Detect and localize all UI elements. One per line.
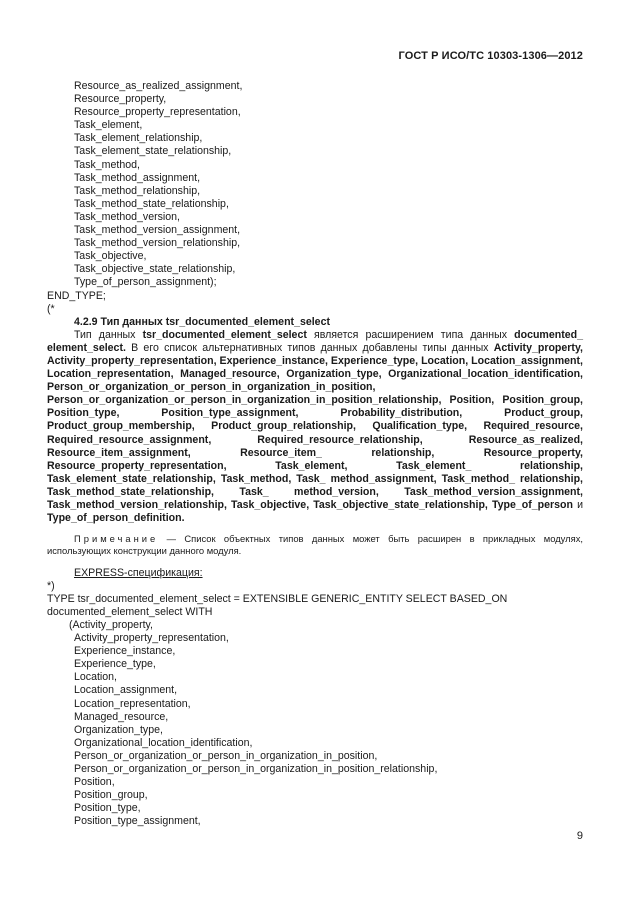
page-content [47, 80, 583, 828]
list-item: Position_type, [74, 802, 141, 815]
list-item: Task_objective, [74, 250, 147, 263]
list-item: Organizational_location_identification, [74, 736, 253, 749]
section-heading: 4.2.9 Тип данных tsr_documented_element_select [74, 315, 330, 328]
type-declaration-line-1: TYPE tsr_documented_element_select = EXTENSIBLE GENERIC_ENTITY SELECT BASED_ON [47, 592, 508, 605]
list-item: Location, [74, 671, 117, 684]
list-item: Task_objective_state_relationship, [74, 263, 236, 276]
list-item: Managed_resource, [74, 710, 169, 723]
end-type-keyword: END_TYPE; [47, 289, 106, 302]
list-item: Location_assignment, [74, 684, 178, 697]
note-paragraph [47, 533, 583, 557]
para-text-2: является расширением типа данных [306, 328, 515, 341]
note-label: Примечание [74, 533, 159, 545]
list-item: Task_method_assignment, [74, 171, 201, 184]
list-item: Position, [74, 776, 115, 789]
list-item: Person_or_organization_or_person_in_organization_in_position_relationship, [74, 762, 438, 775]
express-spec-label: EXPRESS-спецификация: [74, 566, 203, 579]
section-paragraph [47, 329, 583, 525]
para-text-3: В его список альтернативных типов данных добавлены типы данных [125, 341, 494, 354]
list-item: Type_of_person_assignment); [74, 276, 217, 289]
document-header: ГОСТ Р ИСО/ТС 10303-1306—2012 [398, 50, 583, 62]
type-declaration-line-2: documented_element_select WITH [47, 605, 213, 618]
list-item: Location_representation, [74, 697, 191, 710]
page-number: 9 [576, 830, 583, 842]
para-bold-2: documented_ element_select. [47, 328, 583, 354]
list-item: Position_type_assignment, [74, 815, 201, 828]
comment-close: *) [47, 579, 55, 592]
select-list-top [47, 80, 583, 290]
list-item: Task_element, [74, 119, 143, 132]
para-bold-3: Activity_property, Activity_property_representation, Experience_instance, Experience_type, Location, Location_assignment, Location_representation, Managed_resource, Organization_type, Organizational_location_identification, Person_or_organization_or_person_in_organization_in_position, Person_or_organization_or_person_in_organization_in_position_relationship, Position, Position_group, Position_type, Position_type_assignment, Probability_distribution, Product_group, Product_group_membership, Product_group_relationship, Qualification_type, Required_resource, Required_resource_assignment, Required_resource_relationship, Resource_as_realized, Resource_item_assignment, Resource_item_ relationship, Resource_property, Resource_property_representation, Task_element, Task_element_ relationship, Task_element_state_relationship, Task_method, Task_ method_assignment, Task_method_ relationship, Task_method_state_relationship, Task_ method_version, Task_method_version_assignment, Task_method_version_relationship, Task_objective, Task_objective_state_relationship, Type_of_person [47, 341, 583, 511]
list-item: Activity_property_representation, [74, 632, 229, 645]
para-bold-4: Type_of_person_definition. [47, 512, 185, 525]
list-item: Experience_type, [74, 658, 156, 671]
para-text-1: Тип данных [74, 328, 143, 341]
list-item: Task_element_state_relationship, [74, 145, 232, 158]
para-text-4: и [573, 499, 583, 511]
list-item: Task_method, [74, 158, 140, 171]
list-item: Task_element_relationship, [74, 132, 203, 145]
select-list-bottom [47, 632, 583, 828]
list-item: Experience_instance, [74, 645, 176, 658]
list-item: Person_or_organization_or_person_in_organization_in_position, [74, 749, 378, 762]
select-list-first-item: (Activity_property, [69, 618, 153, 631]
list-item: Task_method_version, [74, 210, 180, 223]
list-item: Position_group, [74, 789, 148, 802]
list-item: Task_method_state_relationship, [74, 197, 229, 210]
para-bold-1: tsr_documented_element_select [142, 328, 307, 341]
list-item: Task_method_version_assignment, [74, 224, 241, 237]
list-item: Resource_as_realized_assignment, [74, 80, 243, 92]
comment-open: (* [47, 302, 55, 315]
list-item: Organization_type, [74, 723, 163, 736]
list-item: Resource_property, [74, 93, 167, 106]
list-item: Resource_property_representation, [74, 106, 241, 119]
list-item: Task_method_version_relationship, [74, 237, 241, 250]
list-item: Task_method_relationship, [74, 184, 201, 197]
note-text: — Список объектных типов данных может быть расширен в прикладных модулях, использующих конструкции данного модуля. [47, 533, 583, 557]
